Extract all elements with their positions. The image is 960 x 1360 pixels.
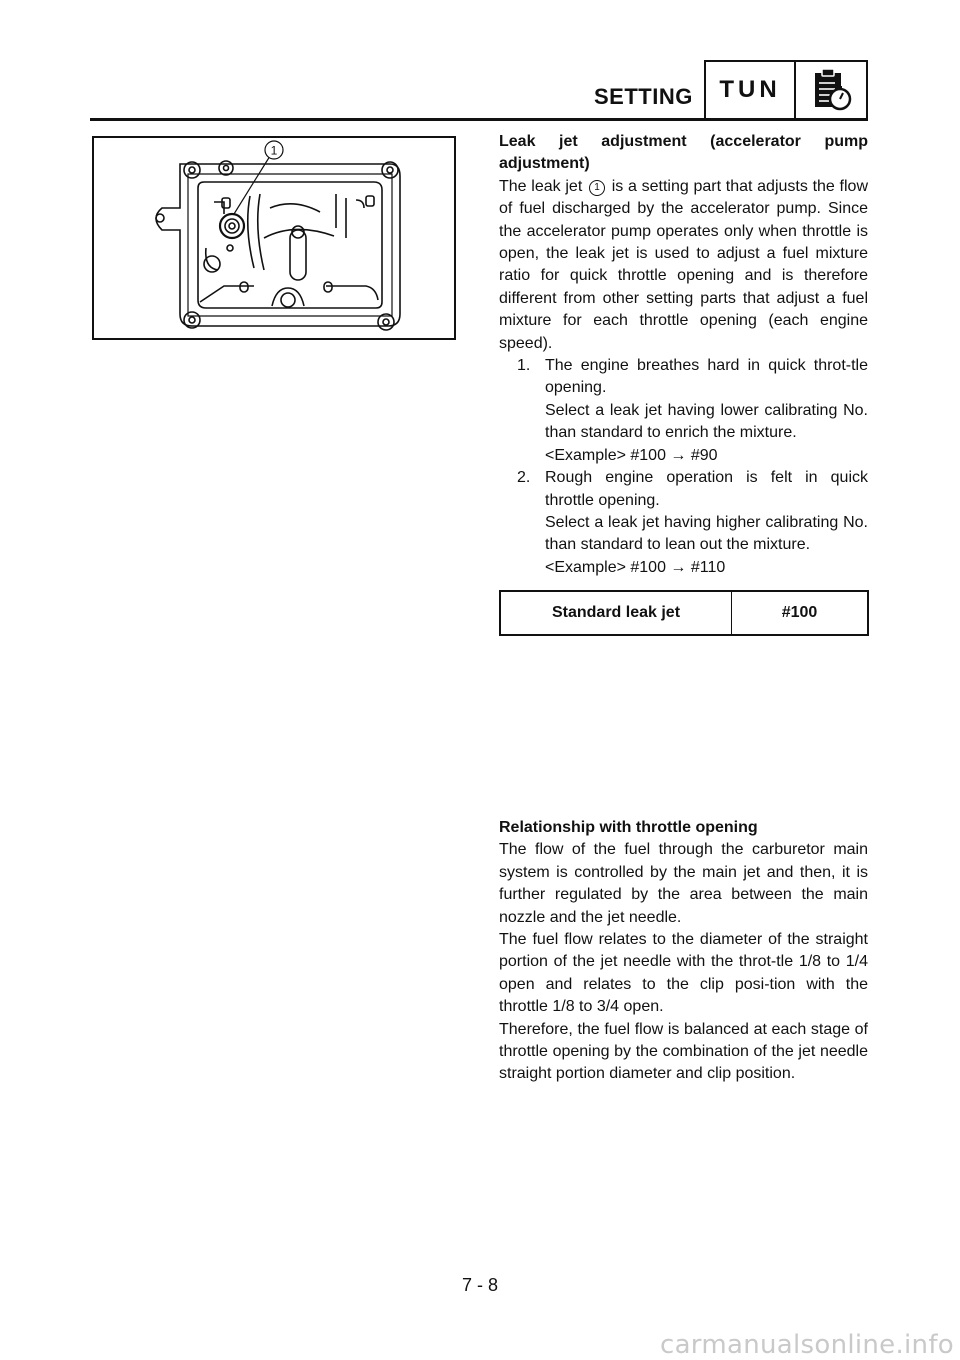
list-item-symptom: The engine breathes hard in quick throt-tle opening.: [545, 357, 868, 397]
throttle-paragraph-1: The flow of the fuel through the carburetor main system is controlled by the main jet and then, it is further regulated by the area between the main nozzle and the jet needle.: [499, 841, 868, 926]
float-bowl-drawing: [94, 138, 454, 338]
list-item: [499, 467, 868, 579]
throttle-heading: Relationship with throttle opening: [499, 819, 758, 836]
list-item-number: 1.: [517, 357, 531, 375]
page-number: 7 - 8: [461, 1275, 499, 1295]
leak-jet-section: [499, 131, 868, 579]
leak-jet-intro: [499, 176, 868, 355]
callout-1-label: 1: [270, 143, 278, 158]
list-item-remedy: Select a leak jet having higher calibrating No. than standard to lean out the mixture.: [545, 513, 868, 554]
list-item-example: <Example> #100 → #90: [545, 446, 718, 464]
standard-leak-jet-table: [499, 590, 869, 636]
section-badge: TUN: [704, 60, 796, 118]
list-item-example: <Example> #100 → #110: [545, 558, 726, 576]
header-rule: [90, 118, 868, 121]
clipboard-stopwatch-icon: [794, 60, 868, 118]
carburetor-float-bowl-illustration: [92, 136, 456, 340]
leak-jet-intro-start: The leak jet: [499, 177, 587, 195]
list-item-remedy: Select a leak jet having lower calibrating No. than standard to enrich the mixture.: [545, 401, 868, 442]
leak-jet-heading: Leak jet adjustment (accelerator pump adjustment): [499, 133, 868, 173]
list-item: [499, 355, 868, 467]
throttle-paragraph-3: Therefore, the fuel flow is balanced at each stage of throttle opening by the combination of the jet needle straight portion diameter and clip position.: [499, 1020, 868, 1083]
throttle-paragraph-2: The fuel flow relates to the diameter of the straight portion of the jet needle with the throt-tle 1/8 to 1/4 open and relates to the clip posi-tion with the throttle 1/8 to 3/4 open.: [499, 931, 868, 1016]
section-title: SETTING: [594, 84, 693, 109]
callout-1-ref: 1: [589, 180, 605, 196]
spec-value: #100: [781, 604, 818, 621]
watermark: carmanualsonline.info: [659, 1330, 954, 1360]
list-item-number: 2.: [517, 469, 531, 487]
throttle-section: [499, 817, 868, 1086]
spec-label: Standard leak jet: [501, 592, 732, 634]
leak-jet-intro-rest: is a setting part that adjusts the flow of fuel discharged by the accelerator pump. Since the accelerator pump operates only when throttle is open, the leak jet is used to adjust a fuel mixture ratio for quick throttle opening and is therefore different from other setting parts that adjust a fuel mixture for each throttle opening (each engine speed).: [499, 177, 868, 352]
list-item-symptom: Rough engine operation is felt in quick throttle opening.: [545, 469, 868, 509]
